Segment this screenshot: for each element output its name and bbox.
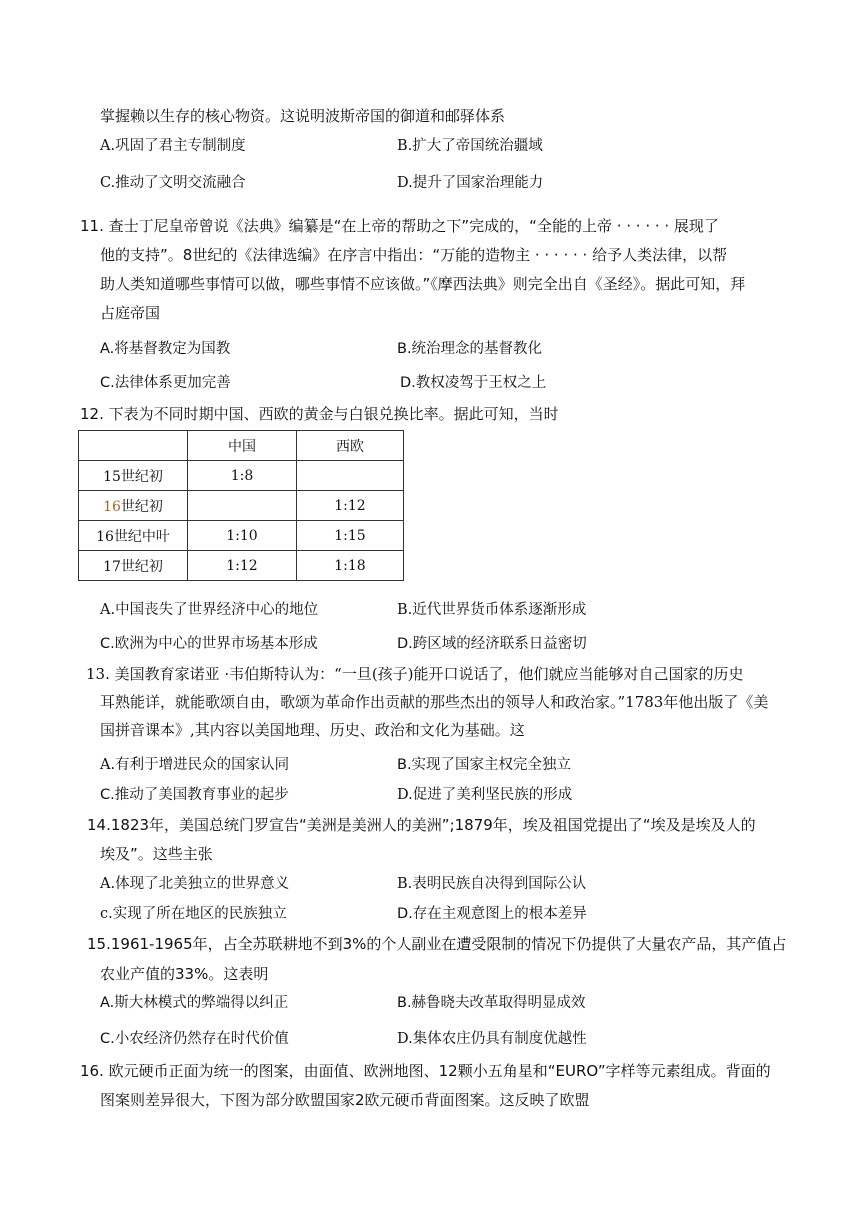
- q13-option-c[interactable]: C.推动了美国教育事业的起步: [100, 787, 289, 803]
- q14-option-d[interactable]: D.存在主观意图上的根本差异: [397, 906, 587, 922]
- q15-stem-line-1: 15.1961-1965年，占全苏联耕地不到3%的个人副业在遭受限制的情况下仍提供了大量农产品，其产值占: [87, 935, 787, 953]
- table-cell-china: 1:10: [188, 521, 297, 551]
- q10-option-d[interactable]: D.提升了国家治理能力: [397, 175, 544, 191]
- q14-stem-line-2: 埃及”。这些主张: [100, 845, 213, 863]
- table-cell-europe: 1:12: [297, 491, 404, 521]
- q13-option-d[interactable]: D.促进了美利坚民族的形成: [397, 787, 573, 803]
- table-header-row: [79, 431, 404, 461]
- table-cell-china: 1:8: [188, 461, 297, 491]
- q11-option-d[interactable]: D.教权凌驾于王权之上: [400, 375, 547, 391]
- q12-stem: 12. 下表为不同时期中国、西欧的黄金与白银兑换比率。据此可知，当时: [80, 405, 559, 423]
- q14-option-c[interactable]: c.实现了所在地区的民族独立: [100, 906, 287, 922]
- q15-option-b[interactable]: B.赫鲁晓夫改革取得明显成效: [397, 995, 586, 1011]
- q15-option-c[interactable]: C.小农经济仍然存在时代价值: [100, 1031, 289, 1047]
- q14-option-a[interactable]: A.体现了北美独立的世界意义: [100, 876, 290, 892]
- q12-option-d[interactable]: D.跨区域的经济联系日益密切: [397, 636, 587, 652]
- q13-stem-line-2: 耳熟能详，就能歌颂自由，歌颂为革命作出贡献的那些杰出的领导人和政治家。”1783年他出版了《美: [100, 693, 769, 711]
- q11-stem-line-3: 助人类知道哪些事情可以做，哪些事情不应该做。”《摩西法典》则完全出自《圣经》。据此可知，拜: [100, 275, 746, 293]
- q10-option-a[interactable]: A.巩固了君主专制制度: [100, 138, 246, 154]
- table-row: [79, 491, 404, 521]
- q15-option-a[interactable]: A.斯大林模式的弊端得以纠正: [100, 995, 289, 1011]
- q16-stem-line-1: 16. 欧元硬币正面为统一的图案，由面值、欧洲地图、12颗小五角星和“EURO”字样等元素组成。背面的: [80, 1062, 771, 1080]
- q13-stem-line-3: 国拼音课本》,其内容以美国地理、历史、政治和文化为基础。这: [100, 721, 525, 739]
- table-cell-europe: [297, 461, 404, 491]
- q16-stem-line-2: 图案则差异很大，下图为部分欧盟国家2欧元硬币背面图案。这反映了欧盟: [100, 1091, 590, 1109]
- q11-option-a[interactable]: A.将基督教定为国教: [100, 341, 231, 357]
- q10-option-b[interactable]: B.扩大了帝国统治疆域: [397, 138, 543, 154]
- q10-option-c[interactable]: C.推动了文明交流融合: [100, 175, 246, 191]
- q13-stem-line-1: 13. 美国教育家诺亚 ·韦伯斯特认为：“一旦(孩子)能开口说话了，他们就应当能够对自己国家的历史: [86, 665, 744, 683]
- q14-option-b[interactable]: B.表明民族自决得到国际公认: [397, 876, 587, 892]
- table-cell-china: [188, 491, 297, 521]
- table-row: [79, 551, 404, 581]
- q11-stem-line-1: 11. 查士丁尼皇帝曾说《法典》编纂是“在上帝的帮助之下”完成的，“全能的上帝 · · · · · · 展现了: [80, 217, 719, 235]
- table-cell-period: 15世纪初: [79, 461, 188, 491]
- q11-option-c[interactable]: C.法律体系更加完善: [100, 375, 231, 391]
- q13-option-b[interactable]: B.实现了国家主权完全独立: [397, 757, 572, 773]
- q12-option-c[interactable]: C.欧洲为中心的世界市场基本形成: [100, 636, 318, 652]
- table-header-cell: 西欧: [297, 431, 404, 461]
- period-suffix: 世纪初: [120, 498, 163, 515]
- table-cell-china: 1:12: [188, 551, 297, 581]
- table-row: [79, 461, 404, 491]
- q15-stem-line-2: 农业产值的33%。这表明: [100, 965, 269, 983]
- table-header-cell: [79, 431, 188, 461]
- table-header-cell: 中国: [188, 431, 297, 461]
- table-row: [79, 521, 404, 551]
- table-cell-period: 16世纪中叶: [79, 521, 188, 551]
- q11-stem-line-4: 占庭帝国: [100, 304, 161, 322]
- table-cell-europe: 1:15: [297, 521, 404, 551]
- q12-option-b[interactable]: B.近代世界货币体系逐渐形成: [397, 602, 587, 618]
- period-number: 16: [103, 498, 121, 515]
- q10-stem-tail: 掌握赖以生存的核心物资。这说明波斯帝国的御道和邮驿体系: [100, 107, 506, 125]
- table-cell-period: [79, 491, 188, 521]
- q14-stem-line-1: 14.1823年，美国总统门罗宣告“美洲是美洲人的美洲”;1879年，埃及祖国党提出了“埃及是埃及人的: [87, 816, 756, 834]
- q11-option-b[interactable]: B.统治理念的基督教化: [397, 341, 543, 357]
- q13-option-a[interactable]: A.有利于增进民众的国家认同: [100, 757, 290, 773]
- table-cell-period: 17世纪初: [79, 551, 188, 581]
- q11-stem-line-2: 他的支持”。8世纪的《法律选编》在序言中指出：“万能的造物主 · · · · · · 给予人类法律，以帮: [100, 246, 728, 264]
- q15-option-d[interactable]: D.集体农庄仍具有制度优越性: [397, 1031, 587, 1047]
- table-cell-europe: 1:18: [297, 551, 404, 581]
- q12-option-a[interactable]: A.中国丧失了世界经济中心的地位: [100, 602, 319, 618]
- gold-silver-ratio-table: [78, 430, 404, 581]
